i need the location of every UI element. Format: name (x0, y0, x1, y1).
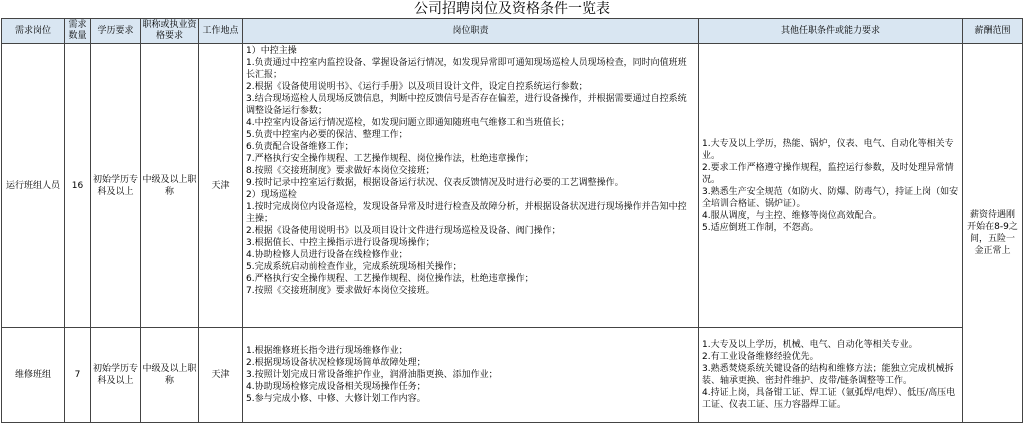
duty-line: 5.负责中控室内必要的保洁、整理工作； (246, 130, 408, 140)
duty-line: 6.负责配合设备维修工作； (246, 142, 354, 152)
header-requirements: 其他任职条件或能力要求 (699, 19, 963, 44)
duty-line: 9.按时记录中控室运行数据，根据设备运行状况、仪表反馈情况及时进行必要的工艺调整操作。 (246, 178, 624, 188)
requirement-line: 4.持证上岗，具备钳工证、焊工证（氩弧焊/电焊）、低压/高压电工证、仪表工证、压力容器焊工证。 (702, 388, 956, 410)
cell-salary (963, 44, 1023, 423)
salary-text: 薪资待遇刚开始在8-9之间，五险一金正常上 (967, 210, 1018, 256)
requirement-line: 2.有工业设备维修经验优先。 (702, 352, 819, 362)
duty-line: 4.协助现场检修完成设备相关现场操作任务； (246, 382, 426, 392)
duty-line: 1）中控主操 (246, 46, 297, 56)
header-count: 需求数量 (65, 19, 91, 44)
duty-line: 5.完成系统启动前检查作业，完成系统现场相关操作； (246, 262, 462, 272)
requirement-line: 2.要求工作严格遵守操作规程，监控运行参数，及时处理异常情况。 (702, 162, 954, 185)
duty-line: 2.根据现场设备状况检修现场简单故障处理； (246, 358, 426, 368)
duty-line: 4.协助检修人员进行设备在线检修作业； (246, 250, 408, 260)
cell-education: 初始学历专科及以上 (91, 328, 141, 423)
requirement-line: 1.大专及以上学历，热能、锅炉，仪表、电气、自动化等相关专业。 (702, 138, 954, 161)
header-education: 学历要求 (91, 19, 141, 44)
cell-requirements (699, 328, 963, 423)
duty-line: 7.按照《交接班制度》要求做好本岗位交接班。 (246, 286, 435, 296)
requirement-line: 1.大专及以上学历，机械、电气、自动化等相关专业。 (702, 340, 918, 350)
requirement-line: 5.适应倒班工作制，不怨高。 (702, 222, 819, 233)
duty-line: 3.根据值长、中控主操指示进行设备现场操作； (246, 238, 435, 248)
duty-line: 2.根据《设备使用说明书》以及项目设计文件进行现场巡检及设备、阀门操作； (246, 226, 561, 236)
page-title: 公司招聘岗位及资格条件一览表 (414, 1, 610, 17)
duty-line: 1.根据维修班长指令进行现场维修作业； (246, 346, 408, 356)
header-salary: 薪酬范围 (963, 19, 1023, 44)
table-row (2, 328, 1023, 423)
table-row (2, 44, 1023, 328)
cell-location: 天津 (199, 328, 243, 423)
cell-qualification: 中级及以上职称 (141, 328, 199, 423)
duty-line: 2）现场巡检 (246, 190, 297, 200)
duty-line: 7.严格执行安全操作规程、工艺操作规程、岗位操作法，杜绝违章操作； (246, 154, 534, 164)
duty-line: 4.中控室内设备运行情况巡检，如发现问题立即通知随班电气维修工和当班值长； (246, 118, 570, 128)
header-location: 工作地点 (199, 19, 243, 44)
cell-duties (243, 328, 699, 423)
recruitment-table (1, 18, 1023, 423)
cell-location: 天津 (199, 44, 243, 328)
duty-line: 8.按照《交接班制度》要求做好本岗位交接班； (246, 166, 435, 176)
header-duties: 岗位职责 (243, 19, 699, 44)
cell-duties (243, 44, 699, 328)
duty-line: 5.参与完成小修、中修、大修计划工作内容。 (246, 394, 426, 404)
cell-position: 运行班组人员 (2, 44, 65, 328)
cell-position: 维修班组 (2, 328, 65, 423)
duty-line: 1.按时完成岗位内设备巡检，发现设备异常及时进行检查及故障分析，并根据设备状况进行现场操作并告知中控主操； (246, 202, 687, 224)
header-qualification: 职称或执业资格要求 (141, 19, 199, 44)
header-row (2, 19, 1023, 44)
requirement-line: 3.熟悉焚烧系统关键设备的结构和维修方法；能独立完成机械拆装、轴承更换、密封件维护、皮带/链条调整等工作。 (702, 364, 954, 386)
duty-line: 1.负责通过中控室内监控设备、掌握设备运行情况，如发现异常即可通知现场巡检人员现场检查，同时向值班班长汇报； (246, 58, 687, 80)
cell-education: 初始学历专科及以上 (91, 44, 141, 328)
duty-line: 6.严格执行安全操作规程、工艺操作规程、岗位操作法，杜绝违章操作； (246, 274, 534, 284)
cell-requirements (699, 44, 963, 328)
cell-qualification: 中级及以上职称 (141, 44, 199, 328)
cell-count: 7 (65, 328, 91, 423)
duty-line: 3.按照计划完成日常设备维护作业，润滑油脂更换、添加作业； (246, 370, 498, 380)
duty-line: 2.根据《设备使用说明书》、《运行手册》以及项目设计文件，设定自控系统运行参数； (246, 82, 588, 92)
header-position: 需求岗位 (2, 19, 65, 44)
requirement-line: 3.熟悉生产安全规范（如防火、防爆、防毒气），持证上岗（如安全培训合格证、锅炉证）。 (702, 186, 959, 209)
cell-count: 16 (65, 44, 91, 328)
requirement-line: 4.服从调度，与主控、维修等岗位高效配合。 (702, 210, 882, 221)
duty-line: 3.结合现场巡检人员现场反馈信息，判断中控反馈信号是否存在偏差，进行设备操作，并根据需要通过自控系统调整设备运行参数； (246, 94, 687, 116)
